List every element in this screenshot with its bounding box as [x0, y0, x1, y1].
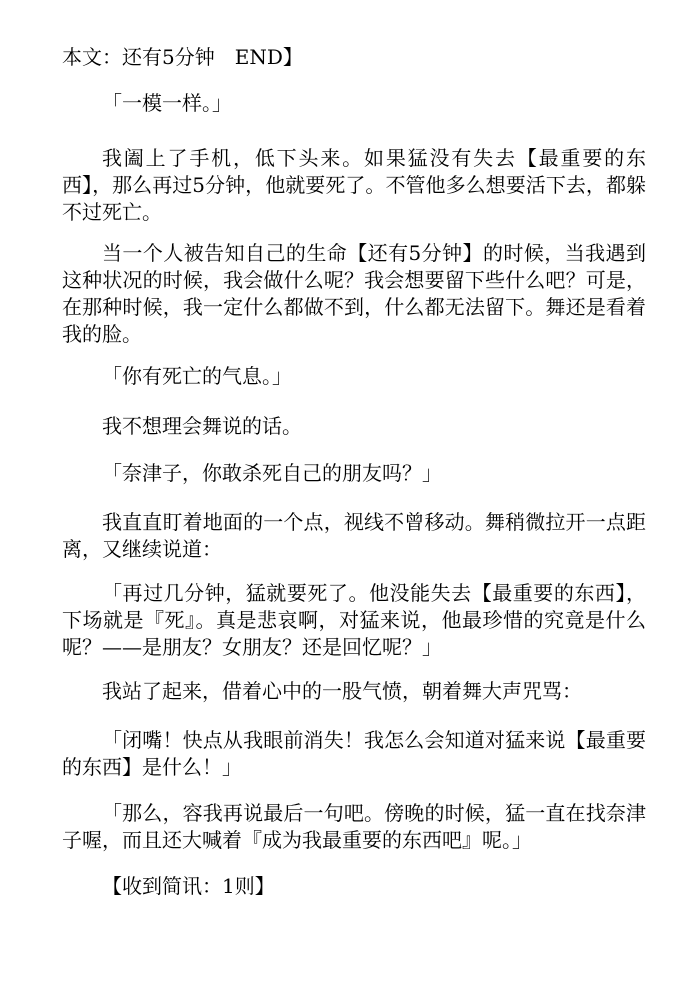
chapter-header: 本文：还有5分钟 END】 [62, 45, 303, 69]
paragraph-6: 「奈津子，你敢杀死自己的朋友吗？」 [102, 461, 442, 485]
paragraph-11: 「那么，容我再说最后一句吧。傍晚的时候，猛一直在找奈津子喔，而且还大喊着『成为我最重要的东西吧』呢。」 [62, 801, 646, 852]
paragraph-10: 「闭嘴！快点从我眼前消失！我怎么会知道对猛来说【最重要的东西】是什么！」 [62, 728, 646, 779]
paragraph-12: 【收到简讯：1则】 [102, 874, 275, 898]
paragraph-2: 我阖上了手机，低下头来。如果猛没有失去【最重要的东西】，那么再过5分钟，他就要死了。不管他多么想要活下去，都躲不过死亡。 [62, 146, 646, 224]
paragraph-5: 我不想理会舞说的话。 [102, 414, 302, 438]
paragraph-1: 「一模一样。」 [102, 91, 232, 115]
paragraph-9: 我站了起来，借着心中的一股气愤，朝着舞大声咒骂： [102, 679, 582, 703]
paragraph-7: 我直直盯着地面的一个点，视线不曾移动。舞稍微拉开一点距离，又继续说道： [62, 510, 646, 561]
paragraph-8: 「再过几分钟，猛就要死了。他没能失去【最重要的东西】，下场就是『死』。真是悲哀啊，对猛来说，他最珍惜的究竟是什么呢？——是朋友？女朋友？还是回忆呢？」 [62, 581, 646, 659]
paragraph-3: 当一个人被告知自己的生命【还有5分钟】的时候，当我遇到这种状况的时候，我会做什么呢？我会想要留下些什么吧？可是，在那种时候，我一定什么都做不到，什么都无法留下。舞还是看着我的脸。 [62, 241, 646, 346]
paragraph-4: 「你有死亡的气息。」 [102, 364, 292, 388]
